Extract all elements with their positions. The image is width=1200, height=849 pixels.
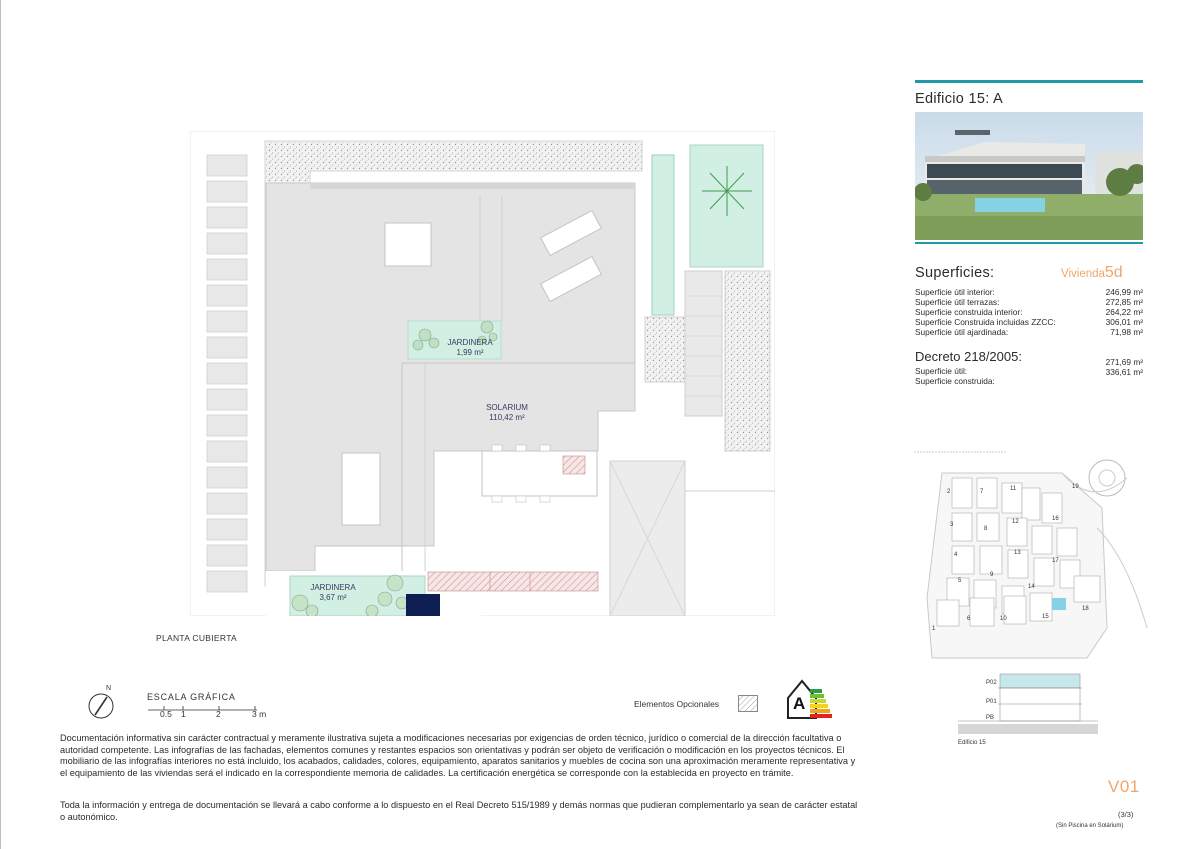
site-number: 3 [950, 522, 954, 528]
energy-class: A [793, 694, 806, 713]
site-number: 9 [990, 572, 994, 578]
version-label: V01 [1108, 777, 1140, 796]
image-rule [915, 242, 1143, 244]
surface-label: Superficie útil ajardinada: [915, 327, 1009, 337]
page-number: (3/3) [1118, 810, 1134, 819]
jardinera-2-label [278, 583, 388, 603]
solarium-label [452, 403, 562, 423]
decreto-label: Superficie construida: [915, 376, 995, 386]
scale-tick: 2 [216, 709, 221, 719]
site-number: 4 [954, 552, 958, 558]
surface-value: 71,98 m² [1110, 327, 1143, 337]
plan-title: PLANTA CUBIERTA [156, 633, 238, 643]
building-title: Edificio 15: A [915, 91, 1004, 107]
site-number: 7 [980, 489, 984, 495]
surface-value: 246,99 m² [1105, 287, 1143, 297]
surface-label: Superficie útil terrazas: [915, 297, 1000, 307]
site-number: 17 [1052, 558, 1059, 564]
site-number: 15 [1042, 614, 1049, 620]
surface-label: Superficie construida interior: [915, 307, 1023, 317]
site-number: 10 [1000, 616, 1007, 622]
site-number: 5 [958, 578, 962, 584]
site-number: 18 [1082, 606, 1089, 612]
surfaces-table [915, 287, 1143, 337]
level-label: P02 [986, 680, 997, 686]
building-render-image [915, 112, 1143, 240]
room-area: 3,67 m² [319, 593, 347, 602]
site-number: 8 [984, 526, 988, 532]
level-label: PB [986, 715, 995, 721]
roof-floor-plan [190, 131, 775, 616]
site-number: 19 [1072, 484, 1079, 490]
optional-elements-swatch [738, 695, 758, 712]
disclaimer-paragraph-2: Toda la información y entrega de documentación se llevará a cabo conforme a lo dispuesto en el Real Decreto 515/1989 y demás normas que pudieran complementarlo ya sean de carácter estatal o autonómico. [60, 800, 858, 822]
room-name: JARDINERA [447, 338, 493, 347]
site-number: 13 [1014, 550, 1021, 556]
vivienda-prefix: Vivienda [1061, 268, 1105, 280]
level-label: P01 [986, 699, 997, 705]
room-area: 1,99 m² [456, 348, 484, 357]
decreto-value: 271,69 m² [1105, 357, 1143, 367]
superficies-title: Superficies: [915, 265, 995, 281]
site-number: 11 [1010, 486, 1017, 492]
jardinera-1-label [415, 338, 525, 358]
scale-tick: 1 [181, 709, 186, 719]
site-number: 16 [1052, 516, 1059, 522]
vivienda-code: 5d [1104, 264, 1123, 281]
scale-title: ESCALA GRÁFICA [147, 692, 236, 702]
scale-tick: 0.5 [160, 709, 172, 719]
page-left-border [0, 0, 1, 849]
surface-value: 272,85 m² [1105, 297, 1143, 307]
section-caption: Edificio 15 [958, 740, 986, 746]
surface-value: 264,22 m² [1105, 307, 1143, 317]
north-label: N [106, 685, 112, 692]
site-number: 12 [1012, 519, 1019, 525]
optional-elements-label: Elementos Opcionales [634, 699, 720, 709]
site-number: 2 [947, 489, 951, 495]
north-compass-icon [86, 686, 118, 720]
room-area: 110,42 m² [489, 413, 525, 422]
surface-label: Superficie Construida incluidas ZZCC: [915, 317, 1056, 327]
vivienda-label [1061, 264, 1123, 282]
disclaimer-paragraph-1: Documentación informativa sin carácter contractual y meramente ilustrativa sujeta a modificaciones necesarias por exigencias de orden técnico, jurídico o comercial de la dirección facultativa o autoridad competente. Las infografías de las fachadas, elementos comunes y restantes espacios son orientativas y podrán ser objeto de verificación o modificación en los proyectos técnicos. El mobiliario de las infografías interiores no está incluido, los acabados, calidades, colores, equipamiento, aparatos sanitarios y muebles de cocina son una aproximación meramente representativa y el equipamiento de las viviendas será el indicado en la correspondiente memoria de calidades. La certificación energética se corresponde con la establecida en proyecto en trámite. [60, 733, 856, 778]
decreto-title: Decreto 218/2005: [915, 349, 1022, 364]
site-number: 1 [932, 626, 936, 632]
room-name: JARDINERA [310, 583, 356, 592]
surface-value: 306,01 m² [1105, 317, 1143, 327]
section-diagram [958, 670, 1098, 740]
surface-label: Superficie útil interior: [915, 287, 995, 297]
room-name: SOLARIUM [486, 403, 528, 412]
footnote: (Sin Piscina en Solárium) [1056, 823, 1124, 829]
decreto-value: 336,61 m² [1105, 367, 1143, 377]
header-rule [915, 80, 1143, 83]
site-number: 14 [1028, 584, 1035, 590]
solar-panel-column [207, 155, 247, 592]
site-number: 6 [967, 616, 971, 622]
decreto-label: Superficie útil: [915, 366, 968, 376]
site-plan-map [912, 448, 1150, 663]
scale-tick: 3 m [252, 709, 267, 719]
